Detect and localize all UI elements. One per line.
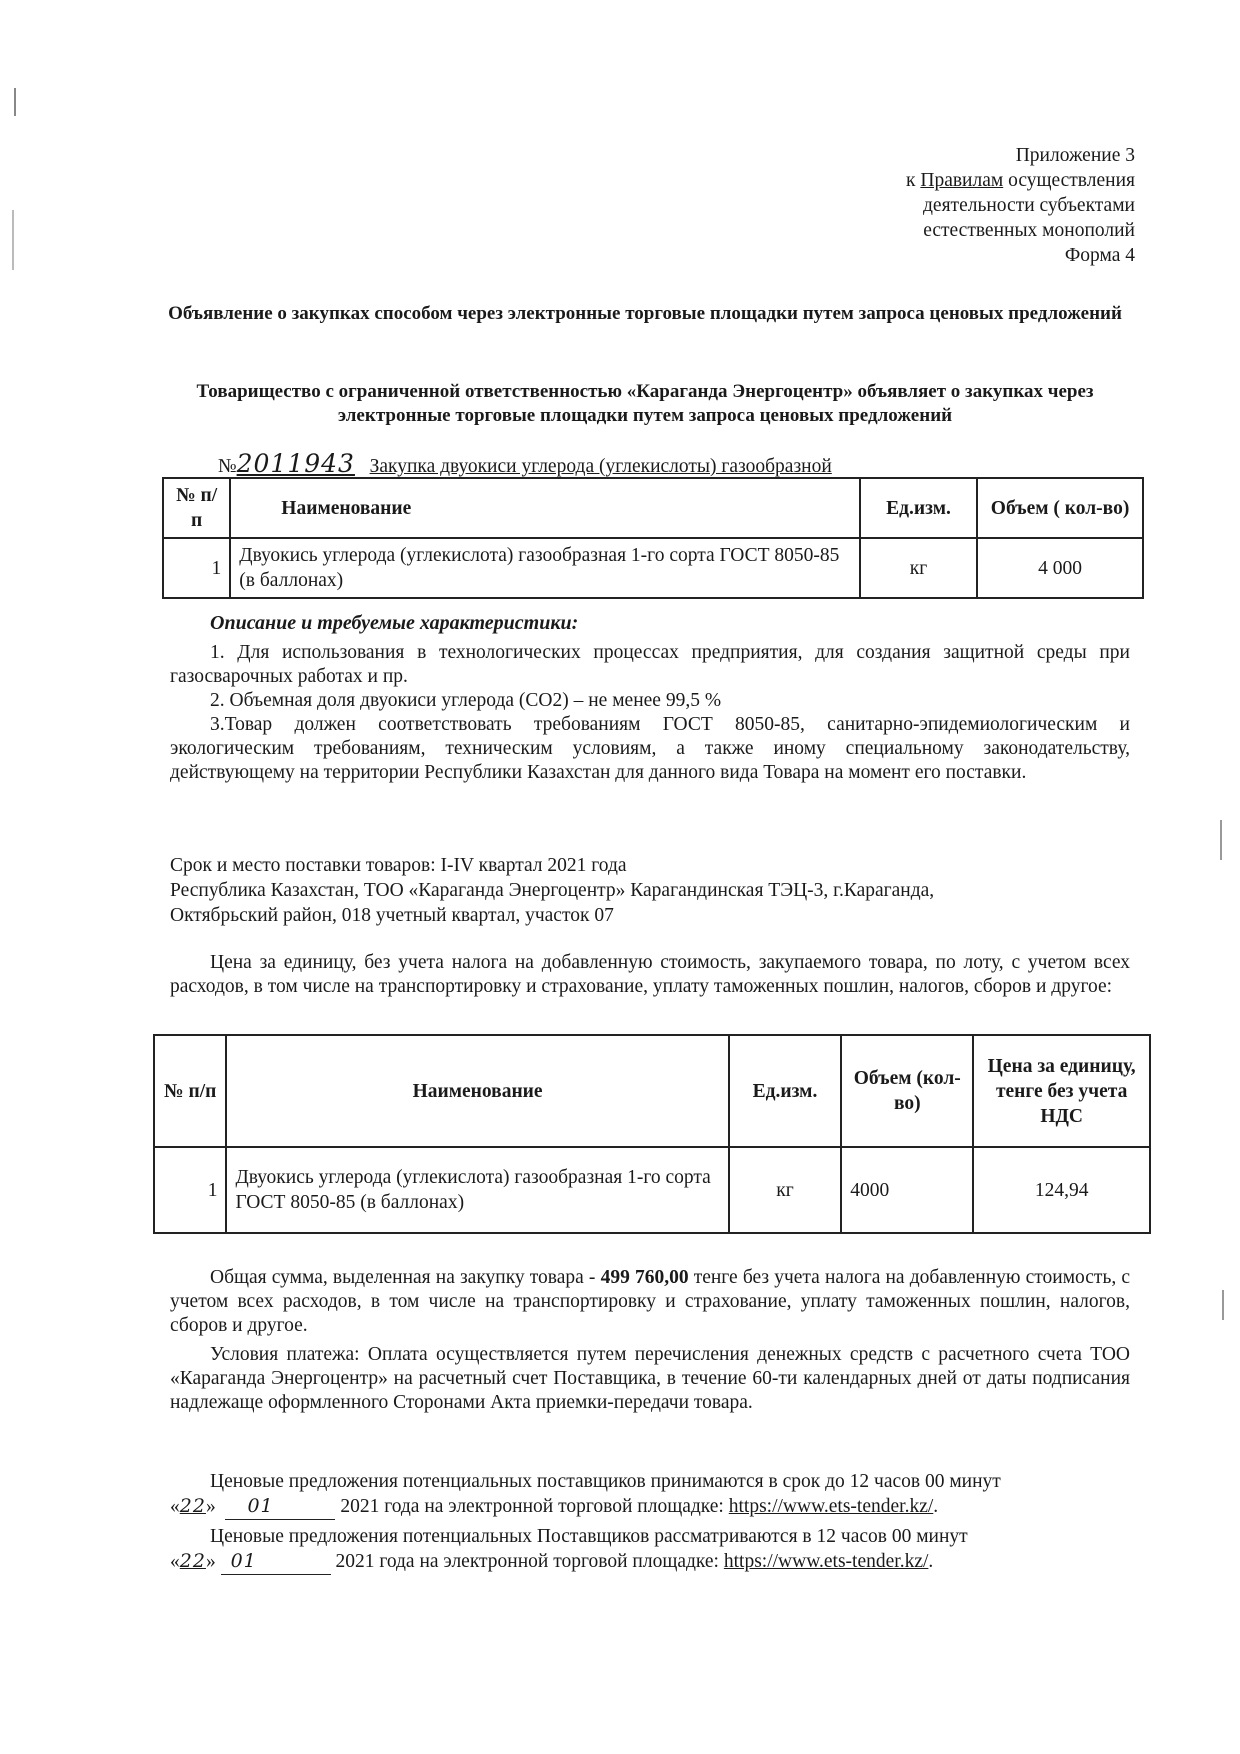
row-number: 1: [154, 1147, 226, 1233]
handwritten-month: 01: [230, 1550, 257, 1572]
table-row: [154, 1147, 1150, 1233]
col-name: Наименование: [226, 1035, 728, 1147]
scan-mark: [14, 88, 16, 116]
scan-mark: [1220, 820, 1222, 860]
ets-tender-link[interactable]: https://www.ets-tender.kz/: [723, 1551, 929, 1572]
col-number: № п/п: [163, 478, 230, 538]
rules-link[interactable]: Правилам: [920, 170, 1004, 191]
col-qty: Объем ( кол-во): [977, 478, 1143, 538]
number-sign: №: [218, 456, 237, 477]
col-unit: Ед.изм.: [860, 478, 977, 538]
description-heading: Описание и требуемые характеристики:: [210, 612, 579, 634]
subject-text: Закупка двуокиси углерода (углекислоты) газообразной: [369, 456, 832, 477]
row-qty: 4 000: [977, 538, 1143, 598]
table-header-row: [163, 478, 1143, 538]
col-price: Цена за единицу, тенге без учета НДС: [973, 1035, 1150, 1147]
ets-tender-link[interactable]: https://www.ets-tender.kz/: [728, 1496, 934, 1517]
procurement-subject: [218, 449, 832, 478]
appendix-line: Приложение 3: [1015, 145, 1135, 166]
scan-mark: [1222, 1290, 1224, 1320]
document-title: Объявление о закупках способом через электронные торговые площадки путем запроса ценовых предложений: [168, 303, 1122, 324]
delivery-info: [170, 853, 934, 928]
col-unit: Ед.изм.: [729, 1035, 842, 1147]
row-unit: кг: [860, 538, 977, 598]
handwritten-number: 2011943: [236, 449, 355, 478]
table-header-row: [154, 1035, 1150, 1147]
delivery-place: Республика Казахстан, ТОО «Караганда Энергоцентр» Карагандинская ТЭЦ-3, г.Караганда,: [170, 880, 935, 901]
delivery-term: Срок и место поставки товаров: I-IV квартал 2021 года: [170, 855, 627, 876]
total-amount: Общая сумма, выделенная на закупку товара - 499 760,00 тенге без учета налога на добавленную стоимость, с учетом всех расходов, в том числе на транспортировку и страхование, уплату таможенных пошлин, налогов, сборов и другое.: [170, 1267, 1130, 1336]
delivery-place: Октябрьский район, 018 учетный квартал, участок 07: [170, 905, 614, 926]
handwritten-month: 01: [247, 1495, 274, 1517]
form-number: Форма 4: [1064, 245, 1135, 266]
deadline-submission: Ценовые предложения потенциальных поставщиков принимаются в срок до 12 часов 00 минут «22» 01 2021 года на электронной торговой площадке: https://www.ets-tender.kz/.: [170, 1470, 1130, 1520]
col-number: № п/п: [154, 1035, 226, 1147]
price-table: [153, 1034, 1151, 1234]
col-name: Наименование: [230, 478, 860, 538]
appendix-line: к Правилам осуществления: [906, 170, 1135, 191]
description-list: [170, 641, 1130, 785]
appendix-line: деятельности субъектами: [923, 195, 1135, 216]
handwritten-day: 22: [179, 1550, 206, 1572]
list-item: 3.Товар должен соответствовать требованиям ГОСТ 8050-85, санитарно-эпидемиологическим и экологическим требованиям, техническим условиям, а также иному специальному законодательству, действующему на территории Республики Казахстан для данного вида Товара на момент его поставки.: [170, 714, 1130, 783]
list-item: 2. Объемная доля двуокиси углерода (СО2) – не менее 99,5 %: [210, 690, 722, 711]
announcement-title: Товарищество с ограниченной ответственностью «Караганда Энергоцентр» объявляет о закупках через электронные торговые площадки путем запроса ценовых предложений: [196, 381, 1094, 426]
price-intro: Цена за единицу, без учета налога на добавленную стоимость, закупаемого товара, по лоту, с учетом всех расходов, в том числе на транспортировку и страхование, уплату таможенных пошлин, налогов, сборов и другое:: [170, 952, 1130, 997]
appendix-header: [715, 143, 1135, 268]
col-qty: Объем (кол-во): [841, 1035, 973, 1147]
row-number: 1: [163, 538, 230, 598]
scan-mark: [12, 210, 14, 270]
appendix-line: естественных монополий: [923, 220, 1135, 241]
lot-table: [162, 477, 1144, 599]
handwritten-day: 22: [179, 1495, 206, 1517]
row-name: Двуокись углерода (углекислота) газообразная 1-го сорта ГОСТ 8050-85 (в баллонах): [226, 1147, 728, 1233]
table-row: [163, 538, 1143, 598]
row-price: 124,94: [973, 1147, 1150, 1233]
row-qty: 4000: [841, 1147, 973, 1233]
deadline-review: Ценовые предложения потенциальных Поставщиков рассматриваются в 12 часов 00 минут «22» 01 2021 года на электронной торговой площадке: https://www.ets-tender.kz/.: [170, 1525, 1130, 1575]
list-item: 1. Для использования в технологических процессах предприятия, для создания защитной среды при газосварочных работах и пр.: [170, 642, 1130, 687]
row-name: Двуокись углерода (углекислота) газообразная 1-го сорта ГОСТ 8050-85 (в баллонах): [230, 538, 860, 598]
amount-value: 499 760,00: [600, 1267, 689, 1288]
row-unit: кг: [729, 1147, 842, 1233]
payment-terms: Условия платежа: Оплата осуществляется путем перечисления денежных средств с расчетного счета ТОО «Караганда Энергоцентр» на расчетный счет Поставщика, в течение 60-ти календарных дней от даты подписания надлежаще оформленного Сторонами Акта приемки-передачи товара.: [170, 1344, 1130, 1413]
